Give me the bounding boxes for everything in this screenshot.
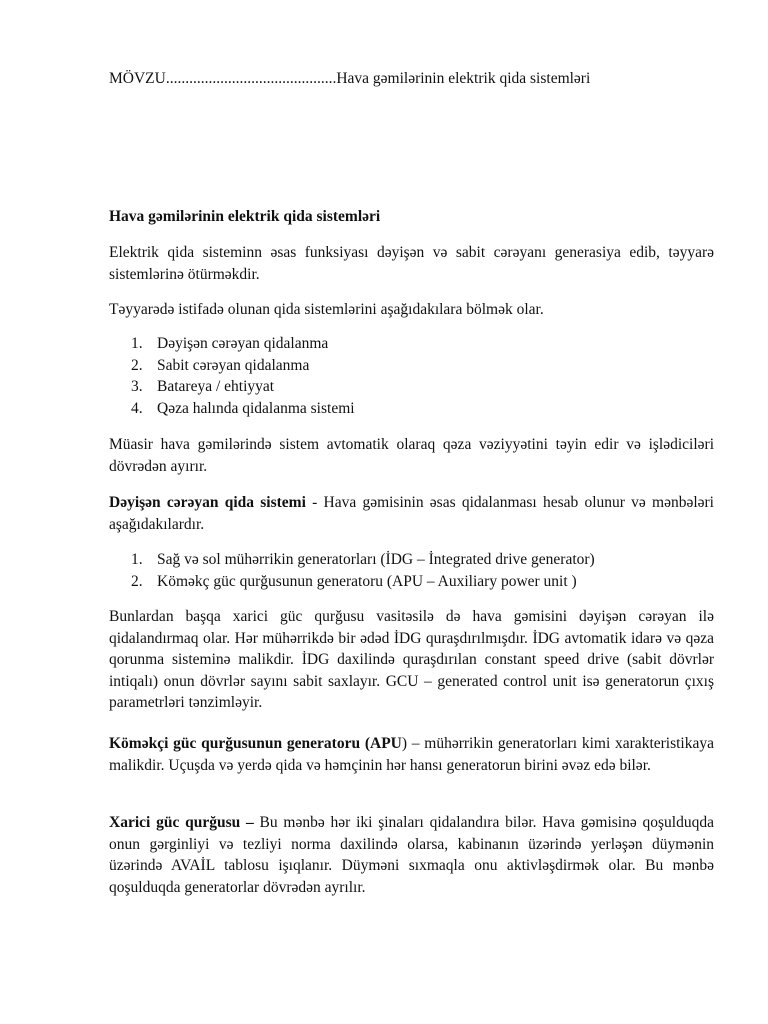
apu-term: Köməkçi güc qurğusunun generatoru (APU (109, 735, 402, 752)
list-item: 1. Sağ və sol mühərrikin generatorları (İDG – İntegrated drive generator) (131, 551, 595, 568)
section-heading: Hava gəmilərinin elektrik qida sistemləri (109, 208, 381, 225)
list-item: 2. Sabit cərəyan qidalanma (131, 356, 310, 374)
ground-power-term: Xarici güc qurğusu – (109, 814, 254, 831)
ac-system-term: Dəyişən cərəyan qida sistemi (109, 494, 306, 511)
apu-paragraph: Köməkçi güc qurğusunun generatoru (APU) – mühərrikin generatorları kimi xarakteristikaya malikdir. Uçuşda və yerdə qida və həmçinin hər hansı generatorun birini əvəz edə bilər. (109, 735, 714, 774)
ground-power-paragraph: Xarici güc qurğusu – Bu mənbə hər iki şinaları qidalandıra bilər. Hava gəmisinə qoşulduqda onun gərginliyi və tezliyi norma daxilində olarsa, kabinanın üzərində yerləşən düymənin üzərində AVAİL tablosu işıqlanır. Düyməni sıxmaqla onu aktivləşdirmək olar. Bu mənbə qoşulduqda generatorlar dövrədən ayrılır. (109, 814, 714, 896)
ac-system-paragraph: Dəyişən cərəyan qida sistemi - Hava gəmisinin əsas qidalanması hesab olunur və mənbələri aşağıdakılardır. (109, 494, 714, 533)
intro-paragraph: Elektrik qida sisteminn əsas funksiyası dəyişən və sabit cərəyanı generasiya edib, təyyarə sistemlərinə ötürməkdir. (109, 244, 714, 283)
list-item: 1. Dəyişən cərəyan qidalanma (131, 335, 329, 352)
list-item: 4. Qəza halında qidalanma sistemi (131, 399, 355, 417)
list-item: 3. Batareya / ehtiyyat (131, 378, 275, 395)
list-item: 2. Köməkç güc qurğusunun generatoru (APU – Auxiliary power unit ) (131, 572, 577, 590)
external-power-paragraph: Bunlardan başqa xarici güc qurğusu vasitəsilə də hava gəmisini dəyişən cərəyan ilə qidalandırmaq olar. Hər mühərrikdə bir ədəd İDG quraşdırılmışdır. İDG avtomatik idarə və qəza qorunma sisteminə malikdir. İDG daxilində quraşdırılan constant speed drive (sabit dövrlər intiqalı) onun dövrlər sayını sabit saxlayır. GCU – generated control unit isə generatorun çıxış parametrləri tənzimləyir. (109, 608, 714, 711)
power-systems-list (109, 333, 355, 419)
classification-paragraph: Təyyarədə istifadə olunan qida sistemlərini aşağıdakılara bölmək olar. (109, 301, 544, 318)
automation-paragraph: Müasir hava gəmilərində sistem avtomatik olaraq qəza vəziyyətini təyin edir və işlədiciləri dövrədən ayırır. (109, 436, 714, 475)
ac-sources-list (109, 549, 595, 592)
topic-line: MÖVZU............................................Hava gəmilərinin elektrik qida sistemləri (109, 70, 591, 87)
